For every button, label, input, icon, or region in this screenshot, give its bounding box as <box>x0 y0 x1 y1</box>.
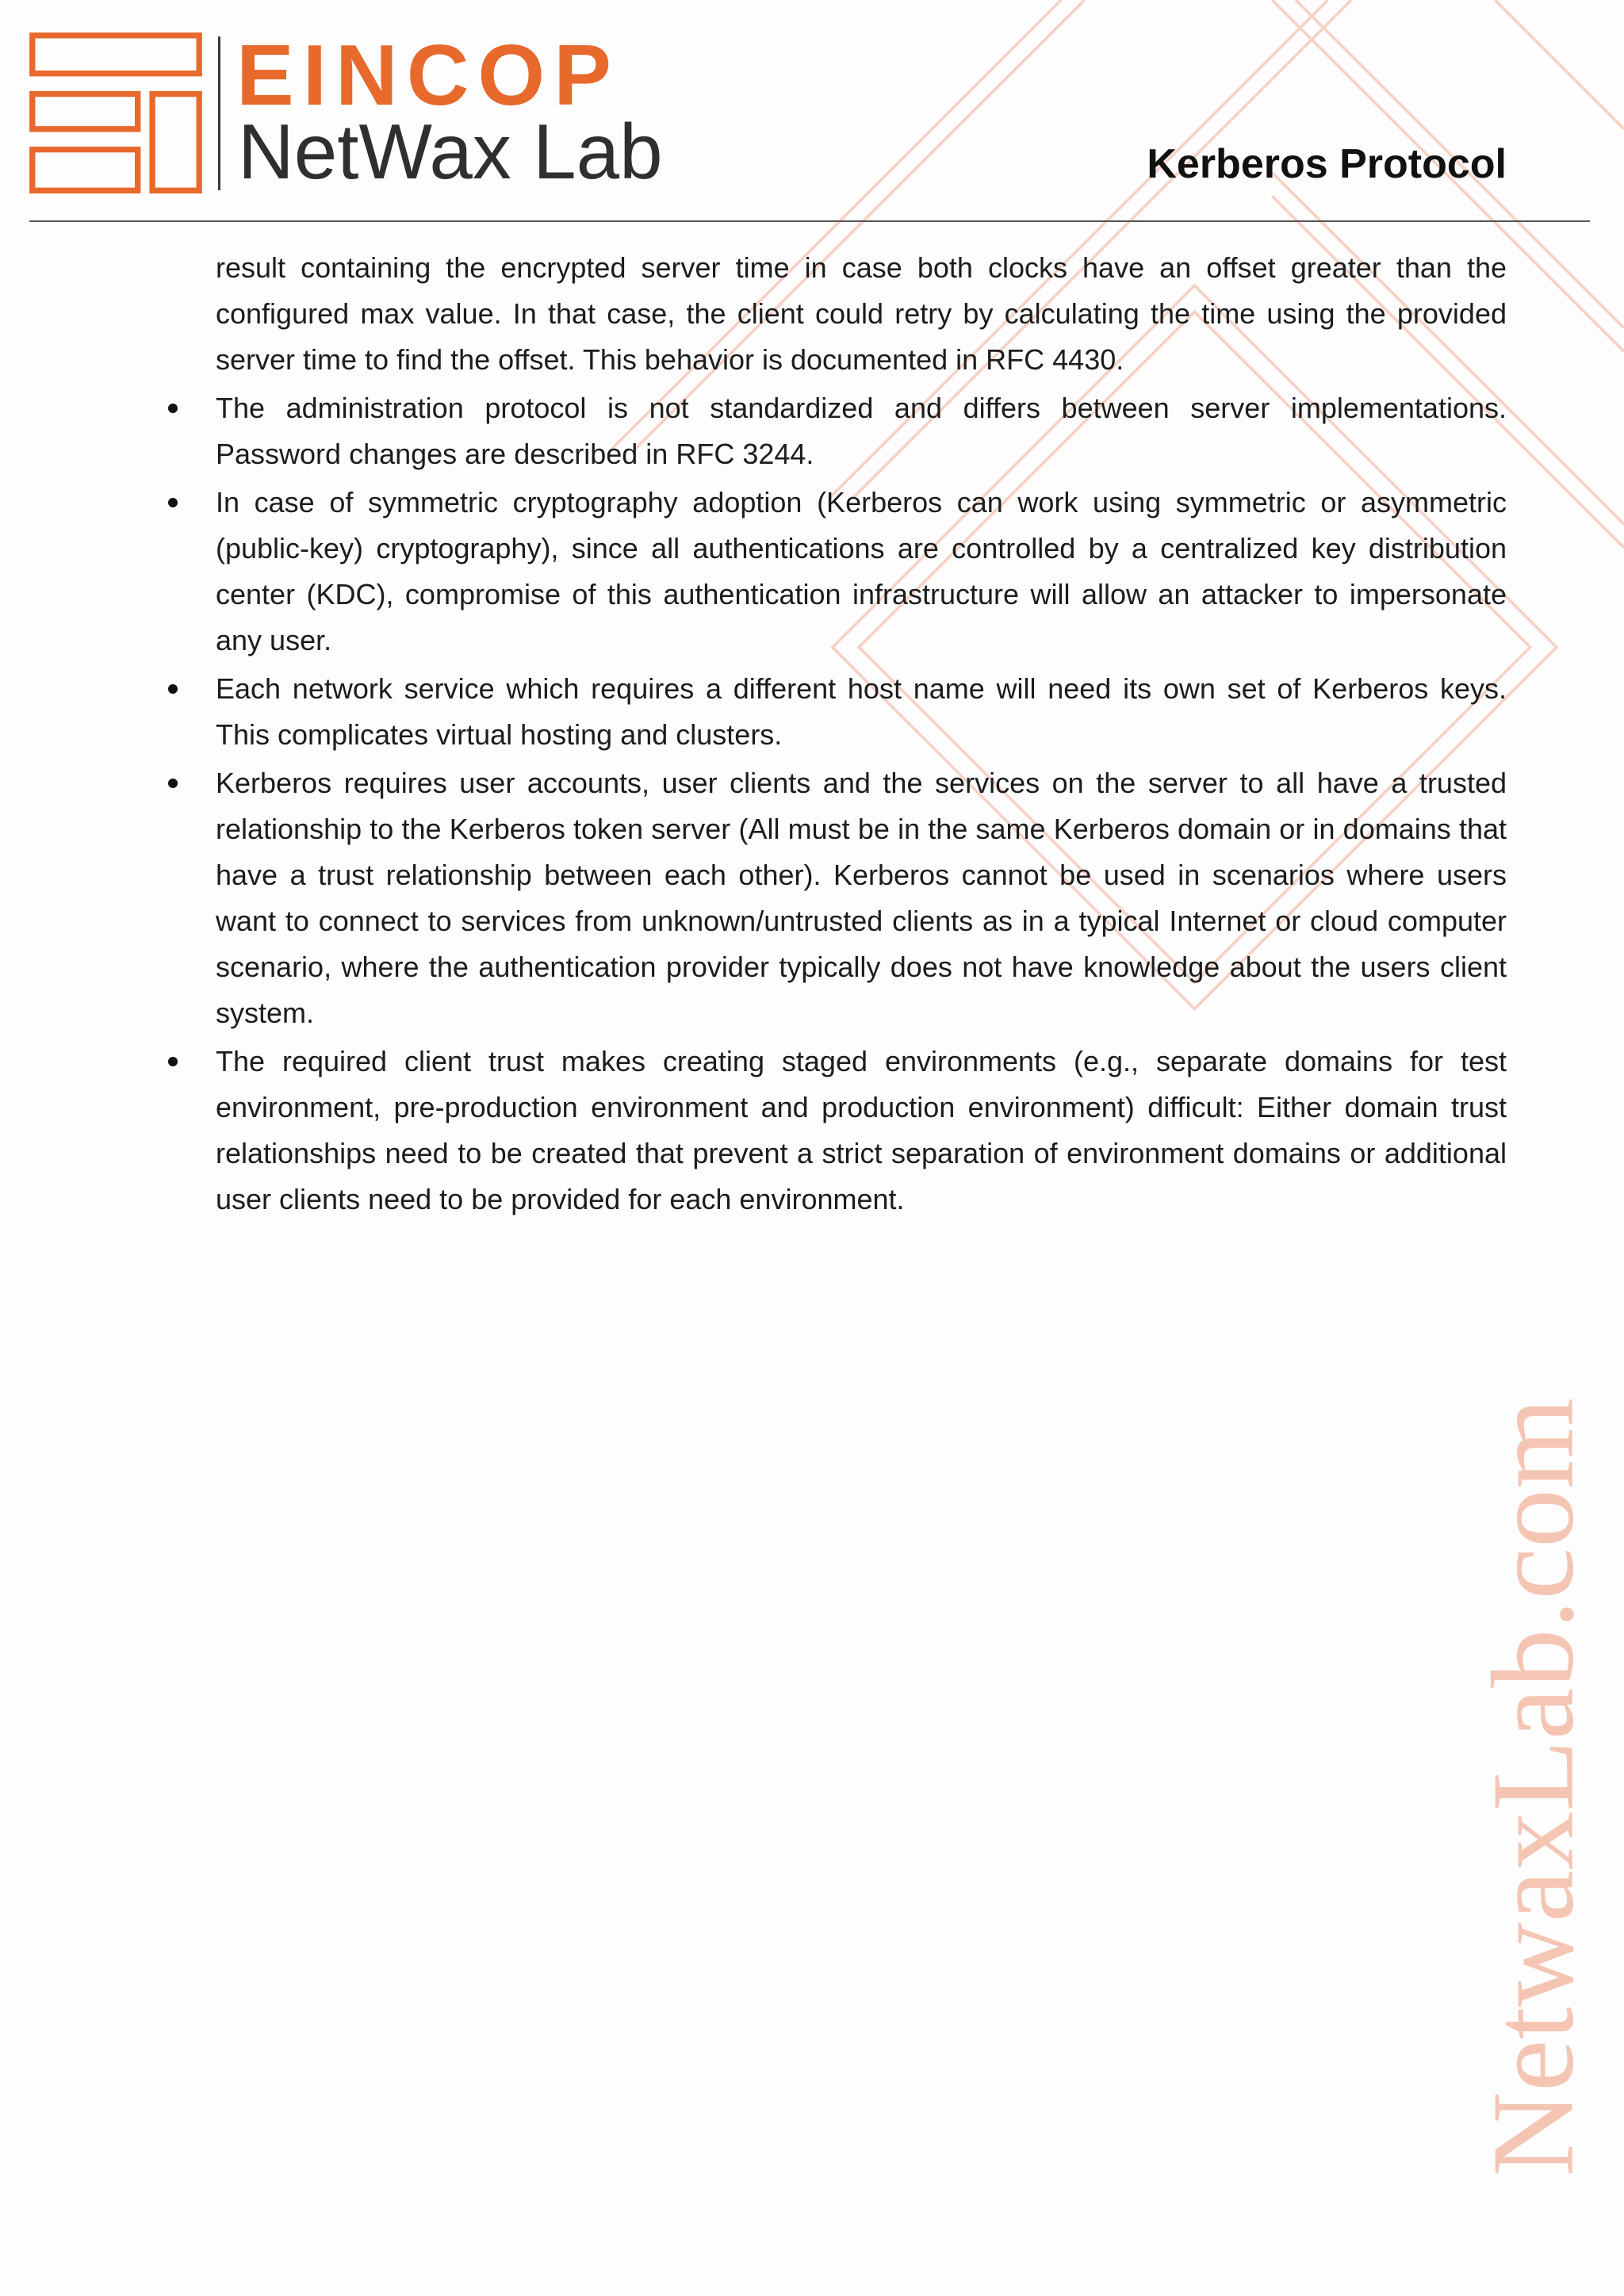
bullet-list <box>216 385 1507 1223</box>
document-body <box>216 245 1507 1225</box>
bullet-icon <box>168 684 178 694</box>
bullet-item <box>216 480 1507 664</box>
logo-bar <box>33 94 138 129</box>
bullet-icon <box>168 498 178 507</box>
continued-paragraph: result containing the encrypted server time in case both clocks have an offset greater than the configured max value. In that case, the client could retry by calculating the time using the provided server time to find the offset. This behavior is documented in RFC 4430. <box>216 251 1507 376</box>
logo-bar <box>152 94 199 191</box>
bullet-text: The required client trust makes creating staged environments (e.g., separate domains for test environment, pre-production environment and production environment) difficult: Either domain trust relationships need to be created that prevent a strict separation of environment domains or additional user clients need to be provided for each environment. <box>216 1045 1507 1215</box>
logo-bar <box>33 36 199 74</box>
bullet-icon <box>168 1057 178 1066</box>
bullet-text: The administration protocol is not standardized and differs between server implementations. Password changes are described in RFC 3244. <box>216 392 1507 470</box>
bullet-icon <box>168 404 178 413</box>
bullet-text: Kerberos requires user accounts, user clients and the services on the server to all have a trusted relationship to the Kerberos token server (All must be in the same Kerberos domain or in domains that have a trust relationship between each other). Kerberos cannot be used in scenarios where users want to connect to services from unknown/untrusted clients as in a typical Internet or cloud computer scenario, where the authentication provider typically does not have knowledge about the users client system. <box>216 767 1507 1029</box>
logo-bar <box>33 150 138 191</box>
bullet-icon <box>168 779 178 788</box>
bullet-item <box>216 760 1507 1036</box>
logo-divider <box>218 36 220 190</box>
bullet-text: Each network service which requires a different host name will need its own set of Kerberos keys. This complicates virtual hosting and clusters. <box>216 672 1507 751</box>
bullet-item <box>216 1039 1507 1223</box>
logo-lab-name: NetWax Lab <box>238 108 663 195</box>
bullet-item <box>216 666 1507 758</box>
bullet-item <box>216 385 1507 477</box>
logo-brand: EINCOP <box>236 27 620 124</box>
bullet-text: In case of symmetric cryptography adoption (Kerberos can work using symmetric or asymmetric (public-key) cryptography), since all authentications are controlled by a centralized key distribution center (KDC), compromise of this authentication infrastructure will allow an attacker to impersonate any user. <box>216 486 1507 656</box>
eincop-logo-icon <box>29 33 202 193</box>
watermark-text: NetwaxLab.com <box>1468 1397 1599 2177</box>
header-divider <box>29 220 1590 222</box>
page-section-title: Kerberos Protocol <box>1147 141 1507 187</box>
